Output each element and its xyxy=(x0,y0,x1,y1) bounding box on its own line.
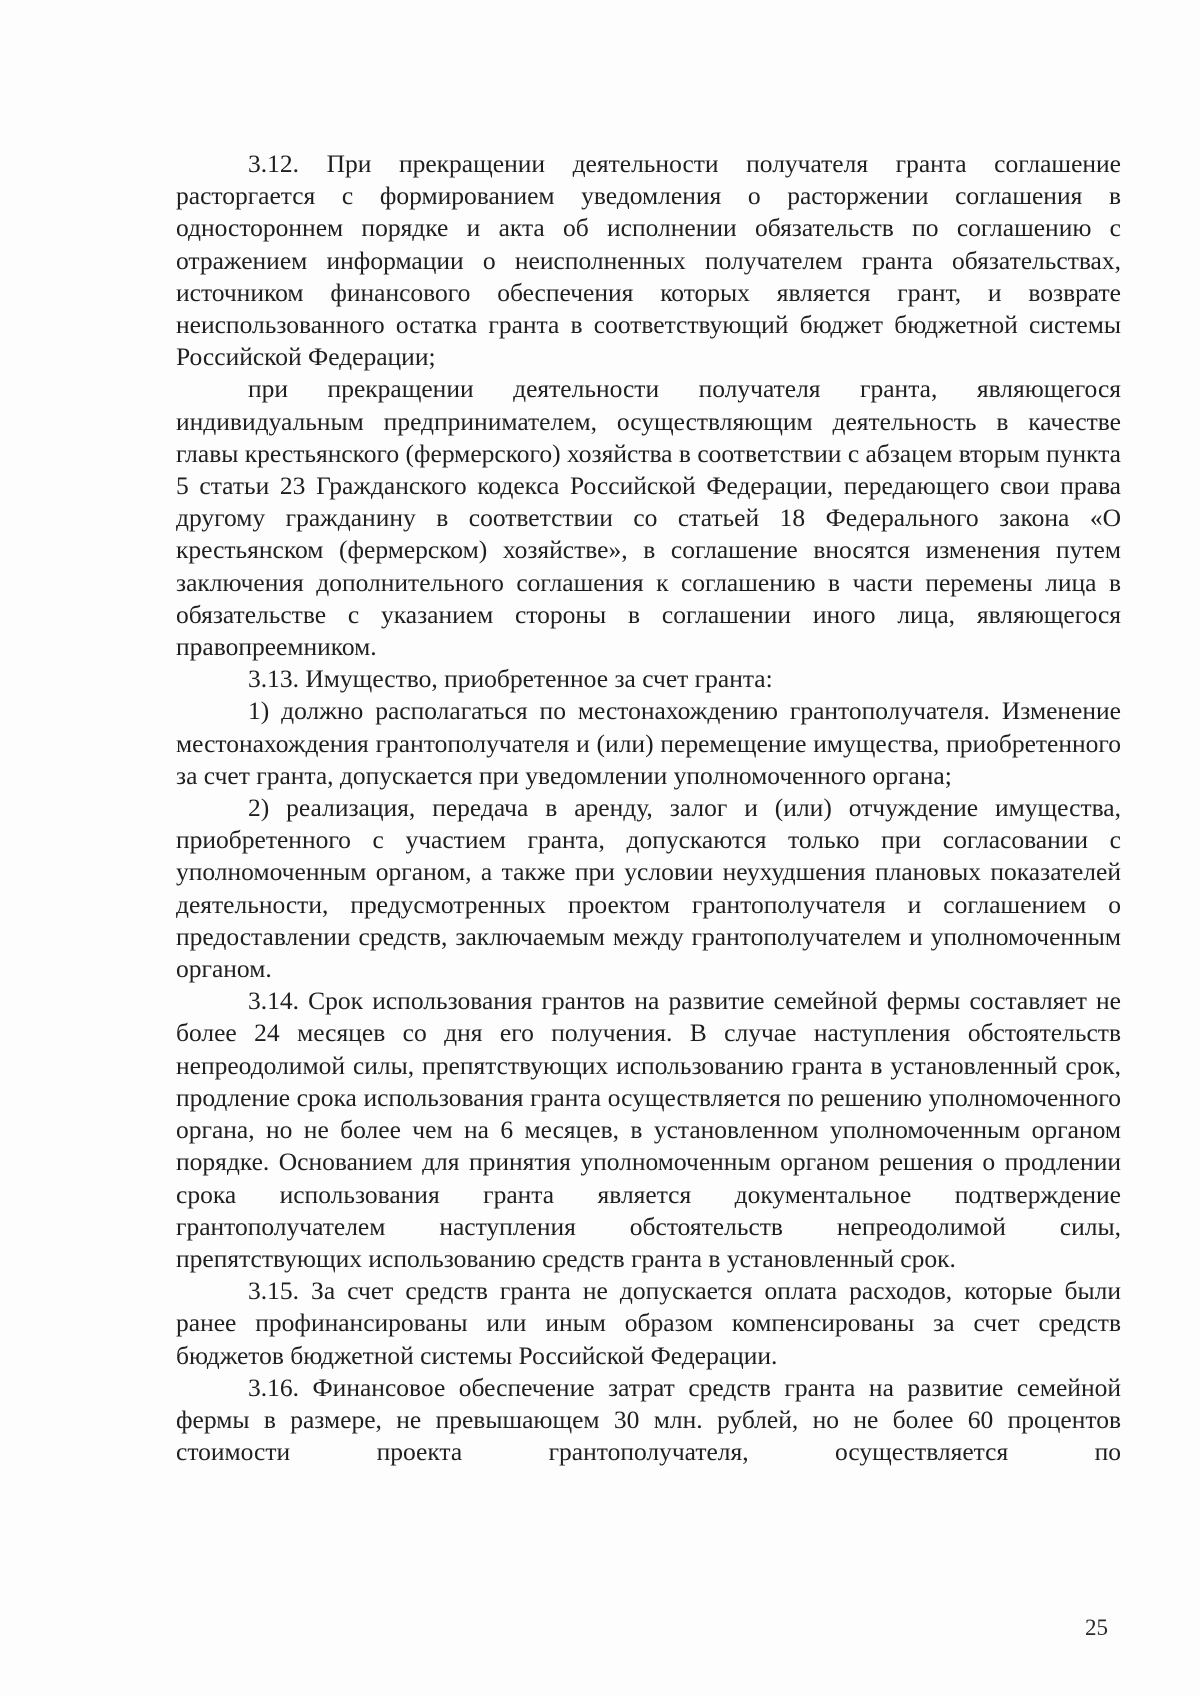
paragraph-3-13-item-2: 2) реализация, передача в аренду, залог и (или) отчуждение имущества, приобретенного с участием гранта, допускаются только при согласовании с уполномоченным органом, а также при условии неухудшения плановых показателей деятельности, предусмотренных проектом грантополучателя и соглашением о предоставлении средств, заключаемым между грантополучателем и уполномоченным органом. xyxy=(176,793,1121,984)
paragraph-3-13: 3.13. Имущество, приобретенное за счет гранта: xyxy=(248,664,773,694)
document-body xyxy=(176,148,1121,1468)
paragraph-3-12-farm-head: при прекращении деятельности получателя гранта, являющегося индивидуальным предпринимателем, осуществляющим деятельность в качестве главы крестьянского (фермерского) хозяйства в соответствии с абзацем вторым пункта 5 статьи 23 Гражданского кодекса Российской Федерации, передающего свои права другому гражданину в соответствии со статьей 18 Федерального закона «О крестьянском (фермерском) хозяйстве», в соглашение вносятся изменения путем заключения дополнительного соглашения к соглашению в части перемены лица в обязательстве с указанием стороны в соглашении иного лица, являющегося правопреемником. xyxy=(176,374,1121,662)
page-number: 25 xyxy=(1085,1615,1108,1640)
paragraph-3-16: 3.16. Финансовое обеспечение затрат средств гранта на развитие семейной фермы в размере, не превышающем 30 млн. рублей, но не более 60 процентов стоимости проекта грантополучателя, осуществляется по xyxy=(176,1372,1121,1467)
paragraph-3-15: 3.15. За счет средств гранта не допускается оплата расходов, которые были ранее профинансированы или иным образом компенсированы за счет средств бюджетов бюджетной системы Российской Федерации. xyxy=(176,1276,1121,1370)
paragraph-3-12: 3.12. При прекращении деятельности получателя гранта соглашение расторгается с формированием уведомления о расторжении соглашения в одностороннем порядке и акта об исполнении обязательств по соглашению с отражением информации о неисполненных получателем гранта обязательствах, источником финансового обеспечения которых является грант, и возврате неиспользованного остатка гранта в соответствующий бюджет бюджетной системы Российской Федерации; xyxy=(176,149,1121,372)
paragraph-3-14: 3.14. Срок использования грантов на развитие семейной фермы составляет не более 24 месяцев со дня его получения. В случае наступления обстоятельств непреодолимой силы, препятствующих использованию гранта в установленный срок, продление срока использования гранта осуществляется по решению уполномоченного органа, но не более чем на 6 месяцев, в установленном уполномоченным органом порядке. Основанием для принятия уполномоченным органом решения о продлении срока использования гранта является документальное подтверждение грантополучателем наступления обстоятельств непреодолимой силы, препятствующих использованию средств гранта в установленный срок. xyxy=(176,986,1121,1273)
paragraph-3-13-item-1: 1) должно располагаться по местонахождению грантополучателя. Изменение местонахождения грантополучателя и (или) перемещение имущества, приобретенного за счет гранта, допускается при уведомлении уполномоченного органа; xyxy=(176,696,1121,790)
